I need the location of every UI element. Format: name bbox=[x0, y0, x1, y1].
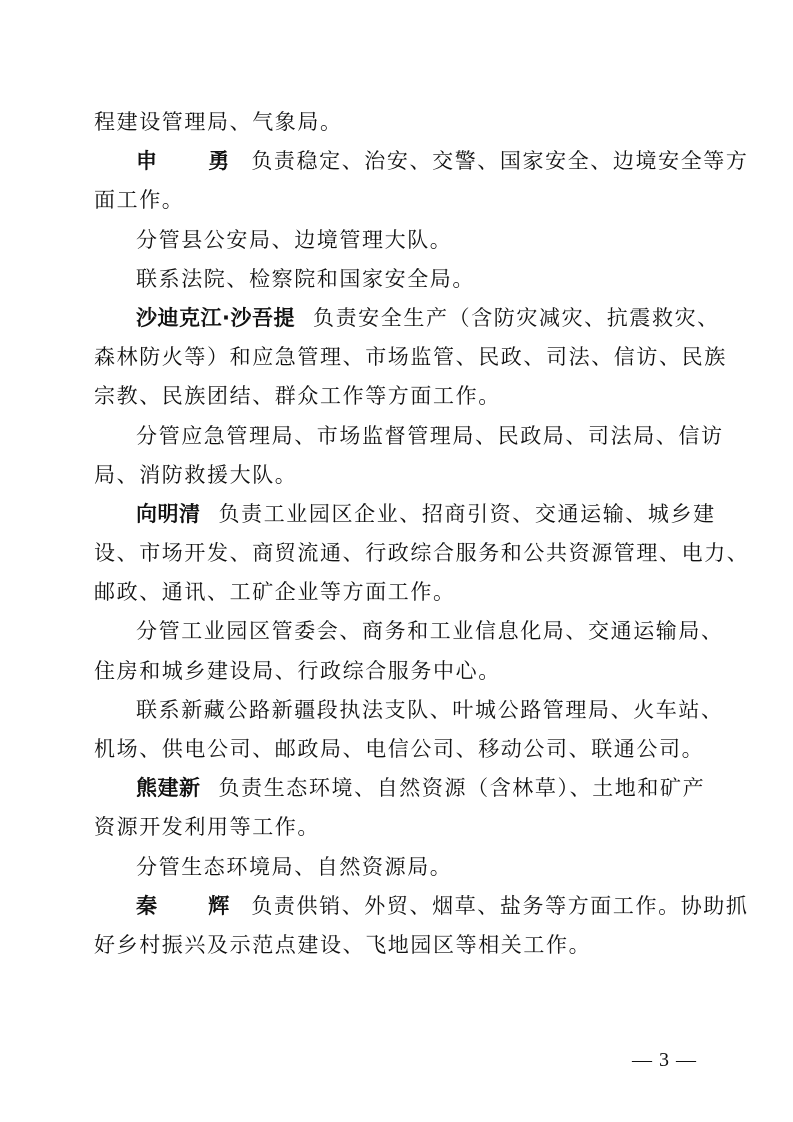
line-text: 分管应急管理局、市场监督管理局、民政局、司法局、信访 bbox=[136, 423, 724, 448]
official-name: 熊建新 bbox=[136, 776, 201, 801]
line-text: 分管工业园区管委会、商务和工业信息化局、交通运输局、 bbox=[136, 619, 724, 644]
line-text: 宗教、民族团结、群众工作等方面工作。 bbox=[94, 384, 501, 409]
line-text: 机场、供电公司、邮政局、电信公司、移动公司、联通公司。 bbox=[94, 737, 705, 761]
line-text: 联系新藏公路新疆段执法支队、叶城公路管理局、火车站、 bbox=[136, 697, 724, 722]
line-text: 好乡村振兴及示范点建设、飞地园区等相关工作。 bbox=[94, 932, 592, 957]
official-entry-line bbox=[94, 299, 720, 338]
body-text bbox=[94, 103, 750, 965]
duty-text: 负责稳定、治安、交警、国家安全、边境安全等方 bbox=[251, 149, 749, 174]
page-number: — 3 — bbox=[632, 1049, 697, 1071]
official-name: 秦 辉 bbox=[136, 893, 252, 918]
text-line bbox=[94, 534, 750, 573]
text-line bbox=[94, 573, 714, 612]
line-text: 局、消防救援大队。 bbox=[94, 462, 298, 487]
text-line bbox=[94, 456, 714, 495]
line-text: 森林防火等）和应急管理、市场监管、民政、司法、信访、民族 bbox=[94, 345, 727, 370]
official-entry-line bbox=[94, 142, 749, 181]
text-line bbox=[94, 260, 714, 299]
official-name: 申 勇 bbox=[136, 149, 252, 174]
duty-text: 负责工业园区企业、招商引资、交通运输、城乡建 bbox=[218, 501, 716, 526]
text-line bbox=[94, 730, 714, 769]
line-text: 分管生态环境局、自然资源局。 bbox=[136, 854, 453, 879]
text-line bbox=[94, 691, 724, 730]
official-name: 沙迪克江·沙吾提 bbox=[136, 305, 295, 330]
text-line bbox=[94, 808, 714, 847]
text-line bbox=[94, 181, 714, 220]
line-text: 邮政、通讯、工矿企业等方面工作。 bbox=[94, 580, 456, 605]
line-text: 联系法院、检察院和国家安全局。 bbox=[136, 266, 475, 291]
text-line bbox=[94, 926, 714, 965]
official-entry-line bbox=[94, 495, 714, 534]
official-entry-line bbox=[94, 769, 714, 808]
text-line bbox=[94, 652, 714, 691]
text-line bbox=[94, 103, 714, 142]
text-line bbox=[94, 612, 724, 651]
text-line bbox=[94, 377, 714, 416]
line-text: 程建设管理局、气象局。 bbox=[94, 110, 343, 134]
duty-text: 负责安全生产（含防灾减灾、抗震救灾、 bbox=[312, 305, 720, 330]
duty-text: 负责供销、外贸、烟草、盐务等方面工作。协助抓 bbox=[251, 893, 749, 918]
official-entry-line bbox=[94, 887, 749, 926]
text-line bbox=[94, 417, 724, 456]
line-text: 设、市场开发、商贸流通、行政综合服务和公共资源管理、电力、 bbox=[94, 541, 750, 566]
text-line bbox=[94, 221, 714, 260]
line-text: 住房和城乡建设局、行政综合服务中心。 bbox=[94, 658, 501, 683]
line-text: 资源开发利用等工作。 bbox=[94, 815, 320, 840]
line-text: 面工作。 bbox=[94, 188, 185, 213]
duty-text: 负责生态环境、自然资源（含林草）、土地和矿产 bbox=[218, 776, 706, 801]
official-name: 向明清 bbox=[136, 501, 201, 526]
text-line bbox=[94, 848, 714, 887]
text-line bbox=[94, 338, 727, 377]
line-text: 分管县公安局、边境管理大队。 bbox=[136, 227, 453, 252]
